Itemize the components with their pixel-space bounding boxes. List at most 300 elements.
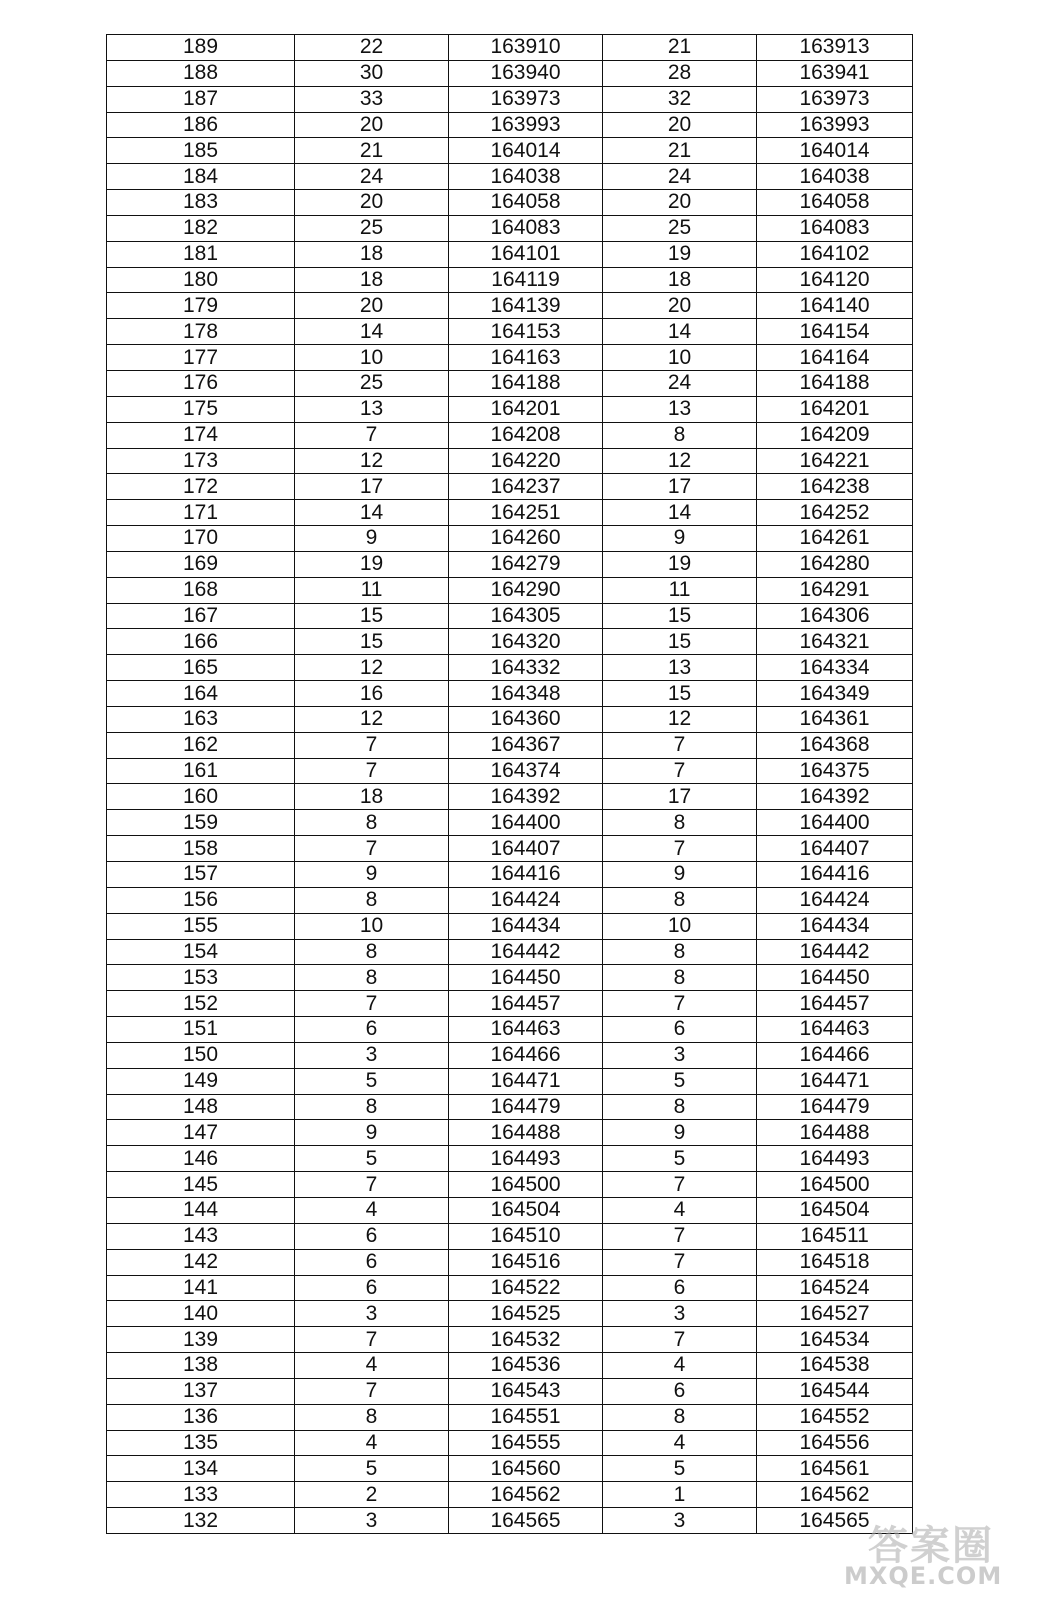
count-a-cell: 20 [295, 293, 449, 319]
count-b-cell: 7 [603, 1223, 757, 1249]
table-row [107, 1197, 913, 1223]
count-b-cell: 8 [603, 939, 757, 965]
cumulative-a-cell: 164434 [449, 913, 603, 939]
count-a-cell: 12 [295, 706, 449, 732]
cumulative-b-cell: 164479 [757, 1094, 913, 1120]
count-a-cell: 15 [295, 603, 449, 629]
cumulative-b-cell: 164471 [757, 1068, 913, 1094]
table-row [107, 60, 913, 86]
count-a-cell: 25 [295, 370, 449, 396]
table-row [107, 681, 913, 707]
count-b-cell: 8 [603, 422, 757, 448]
cumulative-b-cell: 164416 [757, 862, 913, 888]
score-cell: 175 [107, 396, 295, 422]
count-b-cell: 20 [603, 190, 757, 216]
count-a-cell: 30 [295, 60, 449, 86]
cumulative-b-cell: 164201 [757, 396, 913, 422]
count-b-cell: 8 [603, 887, 757, 913]
cumulative-a-cell: 164424 [449, 887, 603, 913]
score-cell: 145 [107, 1172, 295, 1198]
count-b-cell: 32 [603, 86, 757, 112]
cumulative-a-cell: 164560 [449, 1456, 603, 1482]
cumulative-b-cell: 164375 [757, 758, 913, 784]
cumulative-a-cell: 164367 [449, 732, 603, 758]
score-cell: 153 [107, 965, 295, 991]
table-row [107, 1353, 913, 1379]
cumulative-a-cell: 164305 [449, 603, 603, 629]
table-row [107, 887, 913, 913]
table-row [107, 190, 913, 216]
table-row [107, 577, 913, 603]
cumulative-b-cell: 164400 [757, 810, 913, 836]
count-b-cell: 6 [603, 1275, 757, 1301]
count-b-cell: 14 [603, 319, 757, 345]
count-a-cell: 18 [295, 267, 449, 293]
cumulative-b-cell: 164154 [757, 319, 913, 345]
table-row [107, 706, 913, 732]
score-cell: 180 [107, 267, 295, 293]
cumulative-a-cell: 164058 [449, 190, 603, 216]
count-b-cell: 20 [603, 293, 757, 319]
count-b-cell: 10 [603, 345, 757, 371]
count-a-cell: 25 [295, 215, 449, 241]
count-b-cell: 17 [603, 784, 757, 810]
count-a-cell: 2 [295, 1482, 449, 1508]
count-b-cell: 21 [603, 35, 757, 61]
cumulative-b-cell: 164518 [757, 1249, 913, 1275]
count-b-cell: 13 [603, 655, 757, 681]
score-cell: 176 [107, 370, 295, 396]
table-row [107, 913, 913, 939]
cumulative-a-cell: 164536 [449, 1353, 603, 1379]
cumulative-a-cell: 164565 [449, 1508, 603, 1534]
count-a-cell: 8 [295, 1094, 449, 1120]
count-a-cell: 6 [295, 1223, 449, 1249]
score-cell: 177 [107, 345, 295, 371]
score-cell: 150 [107, 1042, 295, 1068]
cumulative-b-cell: 164534 [757, 1327, 913, 1353]
count-a-cell: 7 [295, 732, 449, 758]
cumulative-b-cell: 164280 [757, 551, 913, 577]
count-b-cell: 21 [603, 138, 757, 164]
cumulative-a-cell: 164360 [449, 706, 603, 732]
cumulative-b-cell: 164261 [757, 526, 913, 552]
table-row [107, 241, 913, 267]
count-a-cell: 10 [295, 345, 449, 371]
count-a-cell: 12 [295, 448, 449, 474]
cumulative-b-cell: 164291 [757, 577, 913, 603]
table-row [107, 784, 913, 810]
count-a-cell: 6 [295, 1249, 449, 1275]
cumulative-a-cell: 164510 [449, 1223, 603, 1249]
score-cell: 132 [107, 1508, 295, 1534]
cumulative-a-cell: 164463 [449, 1017, 603, 1043]
score-cell: 173 [107, 448, 295, 474]
count-a-cell: 4 [295, 1197, 449, 1223]
cumulative-a-cell: 164237 [449, 474, 603, 500]
count-a-cell: 5 [295, 1146, 449, 1172]
cumulative-a-cell: 164522 [449, 1275, 603, 1301]
cumulative-b-cell: 164140 [757, 293, 913, 319]
count-b-cell: 8 [603, 965, 757, 991]
count-b-cell: 6 [603, 1378, 757, 1404]
cumulative-a-cell: 164471 [449, 1068, 603, 1094]
count-a-cell: 22 [295, 35, 449, 61]
score-table-body [107, 35, 913, 1534]
cumulative-b-cell: 164457 [757, 991, 913, 1017]
cumulative-a-cell: 164525 [449, 1301, 603, 1327]
cumulative-a-cell: 164014 [449, 138, 603, 164]
cumulative-b-cell: 164538 [757, 1353, 913, 1379]
table-row [107, 138, 913, 164]
count-b-cell: 7 [603, 991, 757, 1017]
score-cell: 151 [107, 1017, 295, 1043]
count-a-cell: 3 [295, 1508, 449, 1534]
cumulative-a-cell: 164290 [449, 577, 603, 603]
table-row [107, 1275, 913, 1301]
count-a-cell: 9 [295, 526, 449, 552]
score-cell: 162 [107, 732, 295, 758]
count-a-cell: 9 [295, 1120, 449, 1146]
table-row [107, 267, 913, 293]
score-cell: 174 [107, 422, 295, 448]
score-cell: 168 [107, 577, 295, 603]
cumulative-b-cell: 164120 [757, 267, 913, 293]
score-cell: 136 [107, 1404, 295, 1430]
count-b-cell: 5 [603, 1068, 757, 1094]
cumulative-a-cell: 163940 [449, 60, 603, 86]
cumulative-b-cell: 164209 [757, 422, 913, 448]
table-row [107, 1508, 913, 1534]
cumulative-a-cell: 164555 [449, 1430, 603, 1456]
cumulative-b-cell: 164014 [757, 138, 913, 164]
table-row [107, 862, 913, 888]
score-cell: 133 [107, 1482, 295, 1508]
count-a-cell: 7 [295, 1327, 449, 1353]
cumulative-b-cell: 164188 [757, 370, 913, 396]
score-cell: 185 [107, 138, 295, 164]
score-cell: 157 [107, 862, 295, 888]
count-b-cell: 9 [603, 1120, 757, 1146]
score-cell: 182 [107, 215, 295, 241]
cumulative-b-cell: 163973 [757, 86, 913, 112]
count-a-cell: 6 [295, 1275, 449, 1301]
cumulative-b-cell: 164511 [757, 1223, 913, 1249]
score-cell: 184 [107, 164, 295, 190]
cumulative-a-cell: 164504 [449, 1197, 603, 1223]
count-a-cell: 8 [295, 810, 449, 836]
cumulative-a-cell: 163993 [449, 112, 603, 138]
count-b-cell: 13 [603, 396, 757, 422]
table-row [107, 551, 913, 577]
score-cell: 141 [107, 1275, 295, 1301]
table-row [107, 1327, 913, 1353]
table-row [107, 1017, 913, 1043]
count-a-cell: 5 [295, 1068, 449, 1094]
cumulative-b-cell: 164561 [757, 1456, 913, 1482]
count-a-cell: 7 [295, 1378, 449, 1404]
count-a-cell: 9 [295, 862, 449, 888]
table-row [107, 422, 913, 448]
count-a-cell: 7 [295, 422, 449, 448]
cumulative-a-cell: 164163 [449, 345, 603, 371]
table-row [107, 319, 913, 345]
cumulative-b-cell: 163913 [757, 35, 913, 61]
count-a-cell: 8 [295, 887, 449, 913]
count-b-cell: 14 [603, 500, 757, 526]
cumulative-b-cell: 163941 [757, 60, 913, 86]
score-cell: 179 [107, 293, 295, 319]
count-b-cell: 7 [603, 1249, 757, 1275]
cumulative-b-cell: 164493 [757, 1146, 913, 1172]
table-row [107, 1042, 913, 1068]
count-b-cell: 7 [603, 1327, 757, 1353]
count-b-cell: 12 [603, 448, 757, 474]
cumulative-b-cell: 164102 [757, 241, 913, 267]
watermark-bottom-text: MXQE.COM [844, 1562, 1003, 1590]
count-b-cell: 19 [603, 241, 757, 267]
score-cell: 159 [107, 810, 295, 836]
table-row [107, 1378, 913, 1404]
table-row [107, 396, 913, 422]
count-a-cell: 7 [295, 836, 449, 862]
table-row [107, 215, 913, 241]
count-a-cell: 20 [295, 112, 449, 138]
table-row [107, 758, 913, 784]
cumulative-b-cell: 164164 [757, 345, 913, 371]
cumulative-a-cell: 164493 [449, 1146, 603, 1172]
count-a-cell: 24 [295, 164, 449, 190]
cumulative-b-cell: 164565 [757, 1508, 913, 1534]
table-row [107, 732, 913, 758]
count-b-cell: 15 [603, 681, 757, 707]
score-cell: 158 [107, 836, 295, 862]
table-row [107, 1301, 913, 1327]
count-b-cell: 4 [603, 1353, 757, 1379]
count-a-cell: 4 [295, 1430, 449, 1456]
count-a-cell: 6 [295, 1017, 449, 1043]
count-b-cell: 9 [603, 526, 757, 552]
score-cell: 187 [107, 86, 295, 112]
score-cell: 165 [107, 655, 295, 681]
cumulative-b-cell: 164058 [757, 190, 913, 216]
table-row [107, 836, 913, 862]
score-cell: 148 [107, 1094, 295, 1120]
score-cell: 137 [107, 1378, 295, 1404]
score-cell: 164 [107, 681, 295, 707]
cumulative-a-cell: 164516 [449, 1249, 603, 1275]
score-cell: 138 [107, 1353, 295, 1379]
cumulative-b-cell: 164238 [757, 474, 913, 500]
score-cell: 169 [107, 551, 295, 577]
cumulative-a-cell: 163973 [449, 86, 603, 112]
table-row [107, 1146, 913, 1172]
table-row [107, 1172, 913, 1198]
cumulative-b-cell: 164368 [757, 732, 913, 758]
cumulative-a-cell: 164479 [449, 1094, 603, 1120]
cumulative-a-cell: 164400 [449, 810, 603, 836]
count-b-cell: 15 [603, 629, 757, 655]
cumulative-a-cell: 164119 [449, 267, 603, 293]
table-row [107, 526, 913, 552]
table-row [107, 1068, 913, 1094]
count-b-cell: 11 [603, 577, 757, 603]
cumulative-a-cell: 164392 [449, 784, 603, 810]
cumulative-a-cell: 164457 [449, 991, 603, 1017]
score-cell: 163 [107, 706, 295, 732]
cumulative-a-cell: 164532 [449, 1327, 603, 1353]
count-b-cell: 3 [603, 1042, 757, 1068]
cumulative-b-cell: 164083 [757, 215, 913, 241]
cumulative-a-cell: 164500 [449, 1172, 603, 1198]
cumulative-b-cell: 164500 [757, 1172, 913, 1198]
count-b-cell: 8 [603, 1404, 757, 1430]
cumulative-a-cell: 164220 [449, 448, 603, 474]
count-b-cell: 4 [603, 1197, 757, 1223]
score-cell: 171 [107, 500, 295, 526]
table-row [107, 35, 913, 61]
score-cell: 181 [107, 241, 295, 267]
score-cell: 143 [107, 1223, 295, 1249]
table-row [107, 1404, 913, 1430]
score-cell: 142 [107, 1249, 295, 1275]
cumulative-b-cell: 164424 [757, 887, 913, 913]
count-a-cell: 14 [295, 319, 449, 345]
table-row [107, 603, 913, 629]
count-a-cell: 8 [295, 1404, 449, 1430]
score-cell: 134 [107, 1456, 295, 1482]
cumulative-b-cell: 164463 [757, 1017, 913, 1043]
score-cell: 167 [107, 603, 295, 629]
cumulative-a-cell: 164416 [449, 862, 603, 888]
count-b-cell: 7 [603, 758, 757, 784]
count-a-cell: 19 [295, 551, 449, 577]
cumulative-a-cell: 164562 [449, 1482, 603, 1508]
count-b-cell: 17 [603, 474, 757, 500]
cumulative-b-cell: 164434 [757, 913, 913, 939]
table-row [107, 448, 913, 474]
count-b-cell: 5 [603, 1456, 757, 1482]
table-row [107, 629, 913, 655]
table-row [107, 293, 913, 319]
watermark-top-text: 答案圈 [868, 1523, 994, 1569]
cumulative-a-cell: 163910 [449, 35, 603, 61]
count-a-cell: 16 [295, 681, 449, 707]
count-a-cell: 10 [295, 913, 449, 939]
cumulative-b-cell: 164038 [757, 164, 913, 190]
cumulative-b-cell: 164392 [757, 784, 913, 810]
count-a-cell: 4 [295, 1353, 449, 1379]
count-a-cell: 17 [295, 474, 449, 500]
table-row [107, 810, 913, 836]
count-b-cell: 25 [603, 215, 757, 241]
score-cell: 172 [107, 474, 295, 500]
cumulative-b-cell: 164361 [757, 706, 913, 732]
cumulative-a-cell: 164101 [449, 241, 603, 267]
cumulative-b-cell: 164450 [757, 965, 913, 991]
count-a-cell: 33 [295, 86, 449, 112]
cumulative-a-cell: 164153 [449, 319, 603, 345]
count-a-cell: 12 [295, 655, 449, 681]
count-a-cell: 7 [295, 1172, 449, 1198]
score-cell: 146 [107, 1146, 295, 1172]
cumulative-a-cell: 164450 [449, 965, 603, 991]
count-b-cell: 15 [603, 603, 757, 629]
cumulative-a-cell: 164442 [449, 939, 603, 965]
table-row [107, 370, 913, 396]
table-row [107, 965, 913, 991]
count-b-cell: 3 [603, 1301, 757, 1327]
count-b-cell: 18 [603, 267, 757, 293]
cumulative-a-cell: 164260 [449, 526, 603, 552]
cumulative-b-cell: 164407 [757, 836, 913, 862]
table-row [107, 939, 913, 965]
count-b-cell: 7 [603, 1172, 757, 1198]
table-row [107, 1482, 913, 1508]
table-row [107, 1094, 913, 1120]
table-row [107, 655, 913, 681]
count-a-cell: 15 [295, 629, 449, 655]
cumulative-a-cell: 164348 [449, 681, 603, 707]
score-cell: 149 [107, 1068, 295, 1094]
table-row [107, 474, 913, 500]
count-b-cell: 20 [603, 112, 757, 138]
cumulative-b-cell: 164334 [757, 655, 913, 681]
cumulative-a-cell: 164466 [449, 1042, 603, 1068]
score-cell: 135 [107, 1430, 295, 1456]
cumulative-a-cell: 164551 [449, 1404, 603, 1430]
count-b-cell: 5 [603, 1146, 757, 1172]
score-cell: 183 [107, 190, 295, 216]
score-cell: 154 [107, 939, 295, 965]
cumulative-a-cell: 164374 [449, 758, 603, 784]
count-a-cell: 13 [295, 396, 449, 422]
cumulative-a-cell: 164251 [449, 500, 603, 526]
score-cell: 178 [107, 319, 295, 345]
count-b-cell: 4 [603, 1430, 757, 1456]
cumulative-a-cell: 164038 [449, 164, 603, 190]
score-cell: 140 [107, 1301, 295, 1327]
table-row [107, 991, 913, 1017]
count-b-cell: 6 [603, 1017, 757, 1043]
count-b-cell: 7 [603, 836, 757, 862]
count-b-cell: 10 [603, 913, 757, 939]
cumulative-a-cell: 164201 [449, 396, 603, 422]
score-cell: 139 [107, 1327, 295, 1353]
count-a-cell: 18 [295, 784, 449, 810]
count-a-cell: 21 [295, 138, 449, 164]
cumulative-b-cell: 164488 [757, 1120, 913, 1146]
count-b-cell: 24 [603, 164, 757, 190]
score-cell: 144 [107, 1197, 295, 1223]
cumulative-b-cell: 164544 [757, 1378, 913, 1404]
cumulative-b-cell: 164349 [757, 681, 913, 707]
count-a-cell: 5 [295, 1456, 449, 1482]
cumulative-b-cell: 164527 [757, 1301, 913, 1327]
score-cell: 188 [107, 60, 295, 86]
cumulative-b-cell: 164442 [757, 939, 913, 965]
count-b-cell: 8 [603, 810, 757, 836]
count-b-cell: 9 [603, 862, 757, 888]
cumulative-b-cell: 163993 [757, 112, 913, 138]
cumulative-b-cell: 164552 [757, 1404, 913, 1430]
count-a-cell: 20 [295, 190, 449, 216]
count-b-cell: 19 [603, 551, 757, 577]
count-a-cell: 14 [295, 500, 449, 526]
count-a-cell: 8 [295, 965, 449, 991]
cumulative-a-cell: 164188 [449, 370, 603, 396]
count-b-cell: 8 [603, 1094, 757, 1120]
